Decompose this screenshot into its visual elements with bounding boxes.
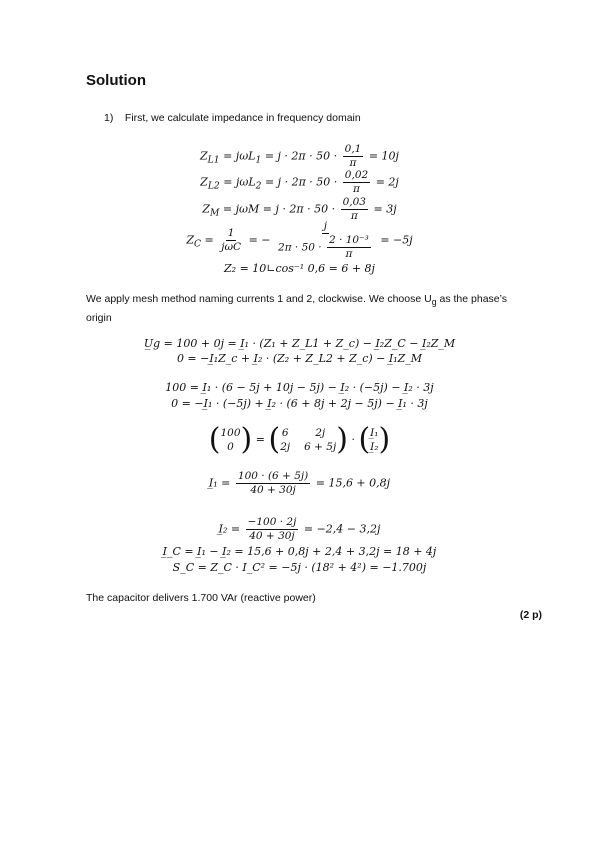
step-text: First, we calculate impedance in frequency domain [124, 112, 361, 124]
eq-zl1: $Z_{L1} = j\omega L_1 = j \cdot 2\pi \cdot 50$ · $\frac{0,1}{\pi}$ = 10j [200, 143, 399, 169]
step-number: 1) [104, 112, 114, 124]
eq-ic: I̲_C = I̲₁ − I̲₂ = 15,6 + 0,8j + 2,4 + 3,2j = 18 + 4j [162, 545, 437, 558]
eq-mesh-4: 0 = −I̲₁ · (−5j) + I̲₂ · (6 + 8j + 2j − 5j) − I̲₁ · 3j [171, 397, 428, 410]
closing-statement: The capacitor delivers 1.700 VAr (reactive power) [86, 592, 316, 604]
eq-zm: $Z_M = j\omega M = j \cdot 2\pi \cdot 50$ · $\frac{0,03}{\pi}$ = 3j [202, 196, 397, 222]
solution-heading: Solution [86, 72, 146, 89]
step-1 [104, 112, 361, 124]
eq-z2: Z₂ = 10∟cos⁻¹ 0,6 = 6 + 8j [224, 262, 375, 275]
eq-mesh-3: 100 = I̲₁ · (6 − 5j + 10j − 5j) − I̲₂ · (−5j) − I̲₂ · 3j [165, 381, 434, 394]
points-label: (2 p) [519, 609, 542, 621]
eq-mesh-1: U̲g = 100 + 0j = I̲₁ · (Z₁ + Z_L1 + Z_c) − I̲₂Z_C − I̲₂Z_M [143, 337, 456, 350]
mesh-paragraph: We apply mesh method naming currents 1 and 2, clockwise. We choose $U_g$ as the phase’s origin [86, 293, 508, 325]
eq-i2: I̲₂ = $\frac{-100 \cdot 2j}{40 + 30j}$ = −2,4 − 3,2j [218, 516, 381, 542]
eq-zl2: $Z_{L2} = j\omega L_2 = j \cdot 2\pi \cdot 50$ · $\frac{0,02}{\pi}$ = 2j [200, 169, 399, 195]
eq-i1: I̲₁ = $\frac{100 \cdot (6 + 5j)}{40 + 30j}$ = 15,6 + 0,8j [208, 470, 391, 496]
eq-sc: S_C = Z_C · I_C² = −5j · (18² + 4²) = −1.700j [172, 561, 427, 574]
eq-mesh-2: 0 = −I̲₁Z_c + I̲₂ · (Z₂ + Z_L2 + Z_c) − I̲₁Z_M [176, 352, 423, 365]
eq-matrix: ( 100 0 ) = ( 6 2j 2j 6 + 5j ) · ( I̲₁ I̲₂ ) [208, 422, 391, 457]
eq-zc: $Z_C$ = $\frac{1}{\text{jωC}}$ = − j 2π · 50 · $\frac{\text{2 · 10⁻³}}{\pi}$ = −5j [186, 220, 413, 260]
